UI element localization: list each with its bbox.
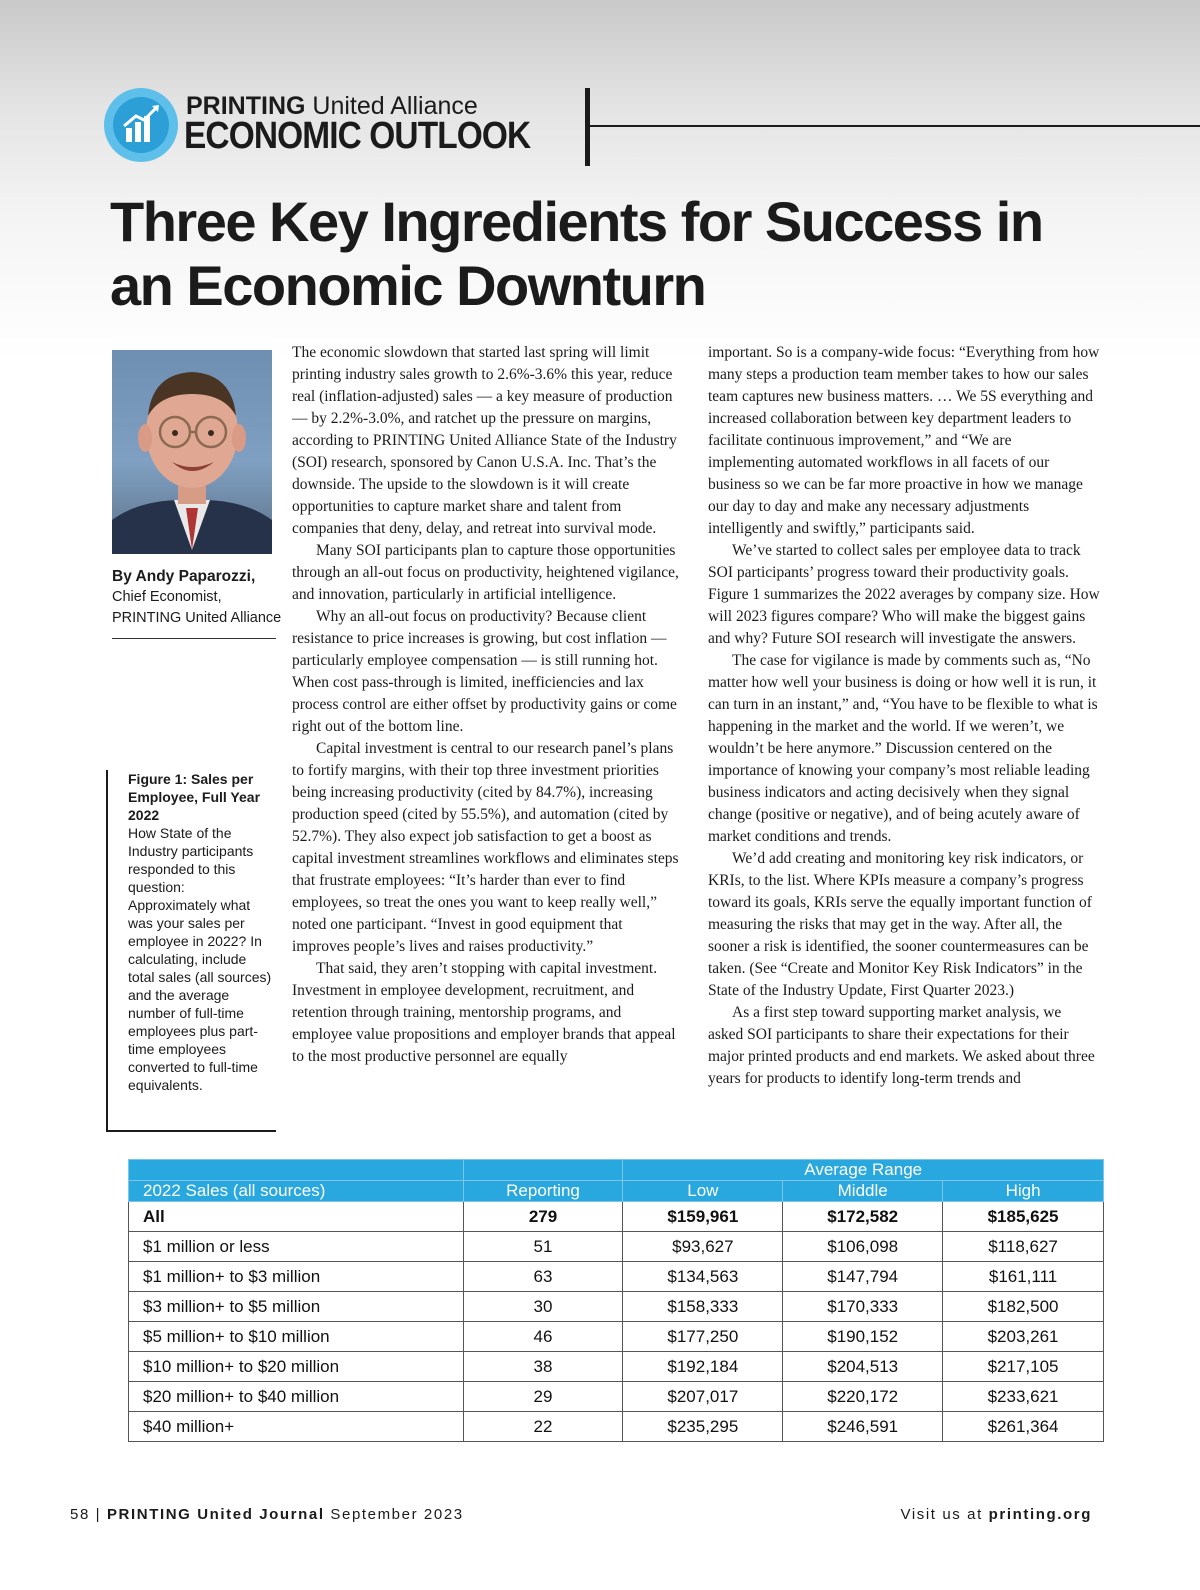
table-header-row bbox=[129, 1181, 1104, 1202]
table-cell: $134,563 bbox=[623, 1262, 783, 1292]
table-cell: $170,333 bbox=[783, 1292, 943, 1322]
table-row bbox=[129, 1412, 1104, 1442]
author-name: By Andy Paparozzi, bbox=[112, 568, 256, 585]
table-cell: 51 bbox=[463, 1232, 623, 1262]
table-cell: $185,625 bbox=[943, 1202, 1104, 1232]
column-header: Low bbox=[623, 1181, 783, 1202]
paragraph: That said, they aren’t stopping with capital investment. Investment in employee development, recruitment, and retention through training, mentorship programs, and employee value propositions and employer brands that appeal to the most productive personnel are equally bbox=[292, 960, 676, 1065]
table-cell: $217,105 bbox=[943, 1352, 1104, 1382]
table-cell: $203,261 bbox=[943, 1322, 1104, 1352]
table-cell: 46 bbox=[463, 1322, 623, 1352]
sales-per-employee-table bbox=[128, 1159, 1104, 1442]
column-header: 2022 Sales (all sources) bbox=[129, 1181, 464, 1202]
column-header: Reporting bbox=[463, 1181, 623, 1202]
column-header: Middle bbox=[783, 1181, 943, 1202]
table-cell: $118,627 bbox=[943, 1232, 1104, 1262]
byline-rule bbox=[112, 638, 276, 639]
author-photo bbox=[112, 350, 272, 554]
byline bbox=[112, 566, 281, 629]
article-column-2 bbox=[708, 342, 1100, 1090]
table-cell: $190,152 bbox=[783, 1322, 943, 1352]
paragraph: We’d add creating and monitoring key risk indicators, or KRIs, to the list. Where KPIs measure a company’s progress toward its goals, KRIs serve the equally important function of measuring the risks that may get in the way. After all, the sooner a risk is identified, the sooner countermeasures can be taken. (See “Create and Monitor Key Risk Indicators” in the State of the Industry Update, First Quarter 2023.) bbox=[708, 850, 1092, 999]
table-cell: $1 million or less bbox=[129, 1232, 464, 1262]
figure-title: Figure 1: Sales per Employee, Full Year 2022 bbox=[128, 771, 261, 823]
headline: Three Key Ingredients for Success in an Economic Downturn bbox=[110, 190, 1043, 317]
table-cell: $3 million+ to $5 million bbox=[129, 1292, 464, 1322]
table-cell: $246,591 bbox=[783, 1412, 943, 1442]
table-cell: $147,794 bbox=[783, 1262, 943, 1292]
publication-name: PRINTING United Journal bbox=[106, 1506, 325, 1523]
table-cell: $207,017 bbox=[623, 1382, 783, 1412]
paragraph: We’ve started to collect sales per employee data to track SOI participants’ progress toward their productivity goals. Figure 1 summarizes the 2022 averages by company size. How will 2023 figures compare? Who will make the biggest gains and why? Future SOI research will investigate the answers. bbox=[708, 542, 1100, 647]
figure-caption bbox=[106, 770, 276, 1132]
figure-description: How State of the Industry participants responded to this question: Approximately what was your sales per employee in 2022? In calculating, include total sales (all sources) and the average number of full-time employees plus part-time employees converted to full-time equivalents. bbox=[128, 825, 272, 1093]
table-cell: All bbox=[129, 1202, 464, 1232]
table-cell: $261,364 bbox=[943, 1412, 1104, 1442]
table-row bbox=[129, 1322, 1104, 1352]
paragraph: Why an all-out focus on productivity? Because client resistance to price increases is growing, but cost inflation — particularly employee compensation — is still running hot. When cost pass-through is limited, inefficiencies and lax process control are either offset by productivity gains or come right out of the bottom line. bbox=[292, 608, 677, 735]
paragraph: important. So is a company-wide focus: “Everything from how many steps a production team member takes to how our sales team captures new business matters. … We 5S everything and increased collaboration between key department leaders to facilitate continuous improvement,” and “We are implementing automated workflows in all facets of our business so we can be far more proactive in how we manage our day to day and make any necessary adjustments intelligently and swiftly,” participants said. bbox=[708, 344, 1100, 537]
column-header: High bbox=[943, 1181, 1104, 1202]
table-cell: $220,172 bbox=[783, 1382, 943, 1412]
issue-date: September 2023 bbox=[330, 1506, 464, 1523]
table-cell: $1 million+ to $3 million bbox=[129, 1262, 464, 1292]
masthead-rule bbox=[590, 125, 1200, 127]
footer-separator: | bbox=[95, 1506, 102, 1523]
table-cell: $192,184 bbox=[623, 1352, 783, 1382]
website-link[interactable]: printing.org bbox=[988, 1506, 1092, 1523]
section-title: ECONOMIC OUTLOOK bbox=[184, 115, 531, 157]
table-cell: $161,111 bbox=[943, 1262, 1104, 1292]
table-cell: 279 bbox=[463, 1202, 623, 1232]
table-row bbox=[129, 1262, 1104, 1292]
table-cell: 63 bbox=[463, 1262, 623, 1292]
table-cell: $233,621 bbox=[943, 1382, 1104, 1412]
paragraph: As a first step toward supporting market analysis, we asked SOI participants to share their expectations for their major printed products and end markets. We asked about three years for products to identify long-term trends and bbox=[708, 1004, 1095, 1087]
paragraph: Many SOI participants plan to capture those opportunities through an all-out focus on productivity, heightened vigilance, and innovation, particularly in artificial intelligence. bbox=[292, 542, 679, 603]
table-row bbox=[129, 1382, 1104, 1412]
table-cell: $204,513 bbox=[783, 1352, 943, 1382]
table-cell: $40 million+ bbox=[129, 1412, 464, 1442]
masthead-divider bbox=[585, 88, 590, 166]
group-header: Average Range bbox=[623, 1160, 1104, 1181]
author-org: PRINTING United Alliance bbox=[112, 610, 282, 626]
page-footer-right bbox=[901, 1506, 1093, 1523]
paragraph: The case for vigilance is made by comments such as, “No matter how well your business is doing or how well it is run, it can turn in an instant,” and, “You have to be flexible to what is happening in the market and the world. If we weren’t, we wouldn’t be here anymore.” Discussion centered on the importance of knowing your company’s most reliable leading business indicators and acting decisively when they signal change (positive or negative), and of being acutely aware of market conditions and trends. bbox=[708, 652, 1098, 845]
table-cell: $106,098 bbox=[783, 1232, 943, 1262]
page-number: 58 bbox=[70, 1506, 90, 1523]
table-cell: $172,582 bbox=[783, 1202, 943, 1232]
table-cell: $5 million+ to $10 million bbox=[129, 1322, 464, 1352]
table-cell: 22 bbox=[463, 1412, 623, 1442]
table-cell: $158,333 bbox=[623, 1292, 783, 1322]
table-cell: $93,627 bbox=[623, 1232, 783, 1262]
table-cell: $159,961 bbox=[623, 1202, 783, 1232]
paragraph: The economic slowdown that started last spring will limit printing industry sales growth to 2.6%-3.6% this year, reduce real (inflation-adjusted) sales — a key measure of production — by 2.2%-3.0%, and ratchet up the pressure on margins, according to PRINTING United Alliance State of the Industry (SOI) research, sponsored by Canon U.S.A. Inc. That’s the downside. The upside to the slowdown is it will create opportunities to capture market share and talent from companies that deny, delay, and retreat into survival mode. bbox=[292, 344, 677, 537]
brand-name: PRINTING United Alliance bbox=[186, 92, 478, 120]
table-cell: $182,500 bbox=[943, 1292, 1104, 1322]
table-row bbox=[129, 1202, 1104, 1232]
table-row bbox=[129, 1292, 1104, 1322]
table-cell: $235,295 bbox=[623, 1412, 783, 1442]
table-group-header-row bbox=[129, 1160, 1104, 1181]
paragraph: Capital investment is central to our research panel’s plans to fortify margins, with their top three investment priorities being increasing productivity (cited by 84.7%), increasing production speed (cited by 55.5%), and automation (cited by 52.7%). They also expect job satisfaction to get a boost as capital investment streamlines workflows and eliminates steps that frustrate employees: “It’s harder than ever to find employees, so treat the ones you want to keep really well,” noted one participant. “Invest in good equipment that improves people’s lives and raises productivity.” bbox=[292, 740, 679, 955]
table-cell: 30 bbox=[463, 1292, 623, 1322]
author-title: Chief Economist, bbox=[112, 589, 222, 605]
page-footer-left bbox=[70, 1506, 464, 1523]
table-cell: $177,250 bbox=[623, 1322, 783, 1352]
table-cell: $10 million+ to $20 million bbox=[129, 1352, 464, 1382]
table-cell: $20 million+ to $40 million bbox=[129, 1382, 464, 1412]
table-row bbox=[129, 1352, 1104, 1382]
article-column-1 bbox=[292, 342, 684, 1068]
chart-growth-icon bbox=[104, 88, 178, 162]
visit-text: Visit us at bbox=[900, 1506, 983, 1523]
table-cell: 29 bbox=[463, 1382, 623, 1412]
table-cell: 38 bbox=[463, 1352, 623, 1382]
table-row bbox=[129, 1232, 1104, 1262]
